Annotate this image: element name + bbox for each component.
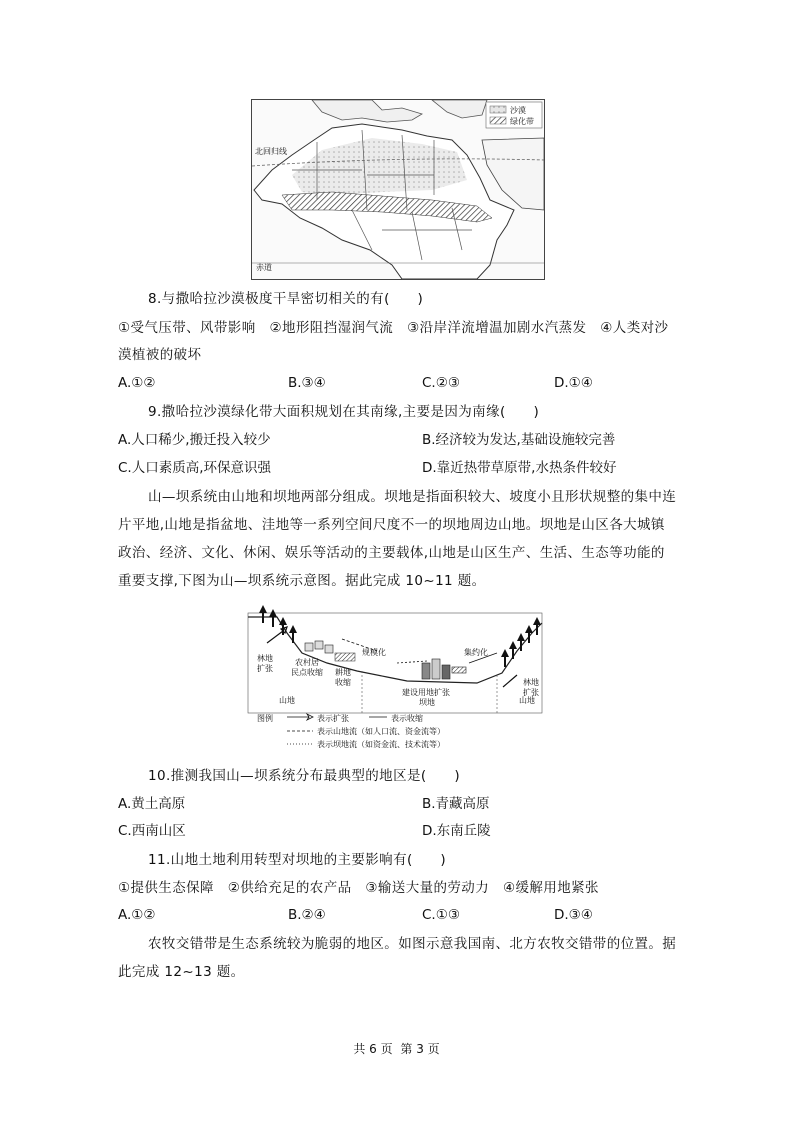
- passage2-line2: 片平地,山地是指盆地、洼地等一系列空间尺度不一的坝地周边山地。坝地是山区各大城镇: [118, 517, 665, 533]
- legend-shrink-label: 表示收缩: [391, 714, 423, 723]
- label-forest-expand-left-2: 扩张: [257, 664, 273, 673]
- legend-desert: 沙漠: [510, 106, 526, 115]
- label-rural-shrink-1: 农村居: [295, 658, 319, 667]
- q11-option-a[interactable]: A.①②: [118, 907, 156, 923]
- q10-option-a[interactable]: A.黄土高原: [118, 796, 186, 812]
- q8-option-d[interactable]: D.①④: [554, 375, 593, 391]
- equator-label: 赤道: [256, 263, 272, 272]
- q10-stem: 10.推测我国山—坝系统分布最典型的地区是( ): [148, 768, 461, 784]
- label-intensive: 集约化: [464, 648, 488, 657]
- tropic-label: 北回归线: [255, 147, 287, 156]
- diagram-legend-title: 图例: [257, 714, 273, 723]
- label-farm-shrink-2: 收缩: [335, 678, 351, 687]
- label-scale: 规模化: [362, 648, 386, 657]
- q8-option-b[interactable]: B.③④: [288, 375, 326, 391]
- q11-option-c[interactable]: C.①③: [422, 907, 460, 923]
- q9-option-b[interactable]: B.经济较为发达,基础设施较完善: [422, 432, 616, 448]
- q8-statements-line2: 漠植被的破坏: [118, 347, 202, 363]
- page-footer: [0, 1040, 793, 1057]
- footer-current-page: 第 3 页: [400, 1042, 440, 1056]
- label-forest-expand-right-1: 林地: [523, 678, 539, 687]
- passage2-line1: 山—坝系统由山地和坝地两部分组成。坝地是指面积较大、坡度小且形状规整的集中连: [148, 489, 677, 505]
- passage2-line3: 政治、经济、文化、休闲、娱乐等活动的主要载体,山地是山区生产、生活、生态等功能的: [118, 545, 665, 561]
- legend-mountain-flow: 表示山地流（如人口流、资金流等）: [317, 727, 445, 736]
- legend-expand-label: 表示扩张: [317, 714, 349, 723]
- q10-option-d[interactable]: D.东南丘陵: [422, 823, 491, 839]
- mountain-dam-diagram: [247, 603, 543, 749]
- legend-dam-flow: 表示坝地流（如资金流、技术流等）: [317, 740, 445, 749]
- q9-option-a[interactable]: A.人口稀少,搬迁投入较少: [118, 432, 271, 448]
- label-rural-shrink-2: 民点收缩: [291, 668, 323, 677]
- label-mountain-left: 山地: [279, 696, 295, 705]
- label-forest-expand-right-2: 扩张: [523, 688, 539, 697]
- footer-total-pages: 共 6 页: [353, 1042, 393, 1056]
- q8-option-a[interactable]: A.①②: [118, 375, 156, 391]
- q11-option-b[interactable]: B.②④: [288, 907, 326, 923]
- label-forest-expand-left-1: 林地: [257, 654, 273, 663]
- q11-stem: 11.山地土地利用转型对坝地的主要影响有( ): [148, 852, 447, 868]
- q9-option-d[interactable]: D.靠近热带草原带,水热条件较好: [422, 460, 617, 476]
- label-farm-shrink-1: 耕地: [335, 668, 351, 677]
- legend-greenbelt: 绿化带: [510, 117, 534, 126]
- africa-desert-map: [251, 99, 545, 280]
- passage3-line1: 农牧交错带是生态系统较为脆弱的地区。如图示意我国南、北方农牧交错带的位置。据: [148, 936, 677, 952]
- q11-option-d[interactable]: D.③④: [554, 907, 593, 923]
- passage2-line4: 重要支撑,下图为山—坝系统示意图。据此完成 10~11 题。: [118, 573, 486, 589]
- q11-statements: ①提供生态保障 ②供给充足的农产品 ③输送大量的劳动力 ④缓解用地紧张: [118, 880, 599, 896]
- label-mountain-right: 山地: [519, 696, 535, 705]
- q8-stem: 8.与撒哈拉沙漠极度干旱密切相关的有( ): [148, 291, 424, 307]
- q8-statements-line1: ①受气压带、风带影响 ②地形阻挡湿润气流 ③沿岸洋流增温加剧水汽蒸发 ④人类对沙: [118, 320, 669, 336]
- q10-option-c[interactable]: C.西南山区: [118, 823, 186, 839]
- q8-option-c[interactable]: C.②③: [422, 375, 460, 391]
- label-build-expand: 建设用地扩张: [402, 688, 450, 697]
- q10-option-b[interactable]: B.青藏高原: [422, 796, 490, 812]
- passage3-line2: 此完成 12~13 题。: [118, 964, 245, 980]
- q9-stem: 9.撒哈拉沙漠绿化带大面积规划在其南缘,主要是因为南缘( ): [148, 404, 540, 420]
- q9-option-c[interactable]: C.人口素质高,环保意识强: [118, 460, 272, 476]
- label-dam: 坝地: [419, 698, 435, 707]
